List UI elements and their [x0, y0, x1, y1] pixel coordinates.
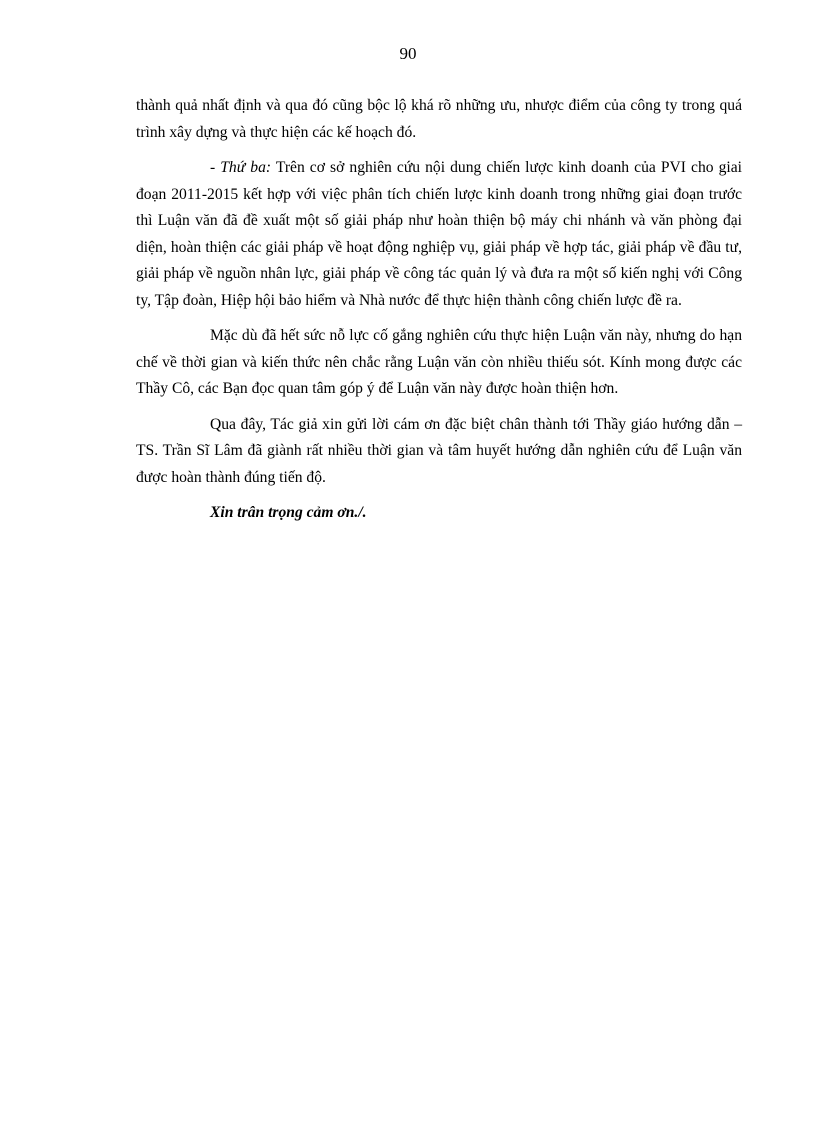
paragraph-third-point [136, 155, 742, 314]
paragraph-lead-label: - Thứ ba: [210, 159, 272, 176]
paragraph-continuation: thành quả nhất định và qua đó cũng bộc lộ khá rõ những ưu, nhược điểm của công ty trong quá trình xây dựng và thực hiện các kế hoạch đó. [136, 97, 742, 141]
paragraph-acknowledgement: Qua đây, Tác giả xin gửi lời cám ơn đặc biệt chân thành tới Thầy giáo hướng dẫn – TS. Trần Sĩ Lâm đã giành rất nhiều thời gian và tâm huyết hướng dẫn nghiên cứu để Luận văn được hoàn thành đúng tiến độ. [136, 415, 742, 486]
closing-line: Xin trân trọng cảm ơn./. [210, 504, 367, 521]
paragraph-limitations: Mặc dù đã hết sức nỗ lực cố gắng nghiên cứu thực hiện Luận văn này, nhưng do hạn chế về thời gian và kiến thức nên chắc rằng Luận văn còn nhiều thiếu sót. Kính mong được các Thầy Cô, các Bạn đọc quan tâm góp ý để Luận văn này được hoàn thiện hơn. [136, 327, 742, 397]
document-body [136, 93, 742, 527]
paragraph-text: Trên cơ sở nghiên cứu nội dung chiến lược kinh doanh của PVI cho giai đoạn 2011-2015 kết hợp với việc phân tích chiến lược kinh doanh trong những giai đoạn trước thì Luận văn đã đề xuất một số giải pháp như hoàn thiện bộ máy chi nhánh và văn phòng đại diện, hoàn thiện các giải pháp về hoạt động nghiệp vụ, giải pháp về hợp tác, giải pháp về đầu tư, giải pháp về nguồn nhân lực, giải pháp về công tác quản lý và đưa ra một số kiến nghị với Công ty, Tập đoàn, Hiệp hội bảo hiểm và Nhà nước để thực hiện thành công chiến lược đề ra. [136, 159, 742, 309]
page-number: 90 [399, 44, 417, 63]
